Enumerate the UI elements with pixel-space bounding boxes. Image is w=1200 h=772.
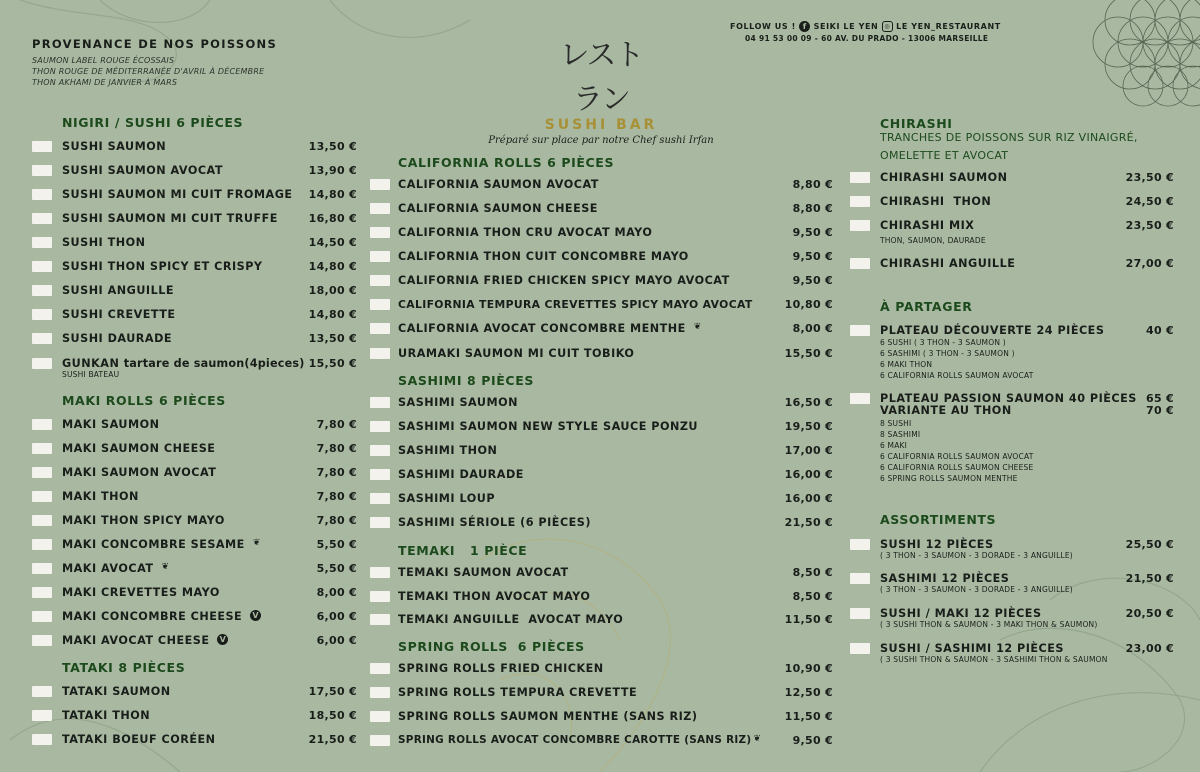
menu-item xyxy=(370,250,833,268)
menu-item xyxy=(370,590,833,608)
checkbox xyxy=(370,179,390,190)
follow-label: FOLLOW US ! xyxy=(730,22,796,31)
item-price: 6,00 € xyxy=(316,634,357,647)
item-price: 21,50 € xyxy=(308,733,357,746)
menu-item xyxy=(32,709,357,727)
leaf-icon: ❦ xyxy=(252,538,261,548)
item-name-text: CALIFORNIA AVOCAT CONCOMBRE MENTHE xyxy=(398,322,686,335)
item-name-text: MAKI CONCOMBRE CHEESE xyxy=(62,610,243,623)
item-name: TEMAKI SAUMON AVOCAT xyxy=(398,566,569,579)
item-name xyxy=(62,357,305,370)
item-name: CHIRASHI THON xyxy=(880,195,992,208)
item-subtext: 6 SASHIMI ( 3 THON - 3 SAUMON ) xyxy=(880,349,1015,358)
section-title-california: CALIFORNIA ROLLS 6 PIÈCES xyxy=(398,155,615,170)
logo-sushi-bar: SUSHI BAR xyxy=(544,117,658,133)
item-price: 17,00 € xyxy=(784,444,833,457)
chirashi-subtitle: OMELETTE ET AVOCAT xyxy=(880,149,1009,162)
item-name: PLATEAU PASSION SAUMON 40 PIÈCES xyxy=(880,392,1137,405)
provenance-line: THON ROUGE DE MÉDITERRANÉE D'AVRIL À DÉCEMBRE xyxy=(32,67,265,76)
checkbox xyxy=(850,325,870,336)
item-price: 16,50 € xyxy=(784,396,833,409)
item-subtext: 8 SASHIMI xyxy=(880,430,921,439)
checkbox xyxy=(32,635,52,646)
checkbox xyxy=(370,711,390,722)
item-price: 16,80 € xyxy=(308,212,357,225)
item-price: 5,50 € xyxy=(316,562,357,575)
item-name: MAKI SAUMON AVOCAT xyxy=(62,466,217,479)
item-subtext: ( 3 SUSHI THON & SAUMON - 3 MAKI THON & SAUMON) xyxy=(880,620,1098,629)
menu-item xyxy=(32,586,357,604)
item-price: 9,50 € xyxy=(792,734,833,747)
item-price: 7,80 € xyxy=(316,442,357,455)
item-price: 11,50 € xyxy=(784,710,833,723)
checkbox xyxy=(850,393,870,404)
item-subtext: 6 MAKI xyxy=(880,441,908,450)
menu-item xyxy=(850,195,1174,213)
item-price: 18,00 € xyxy=(308,284,357,297)
item-price: 14,80 € xyxy=(308,260,357,273)
item-name: SUSHI / SASHIMI 12 PIÈCES xyxy=(880,642,1064,655)
checkbox xyxy=(370,227,390,238)
item-price: 14,50 € xyxy=(308,236,357,249)
checkbox xyxy=(370,203,390,214)
checkbox xyxy=(370,687,390,698)
item-name xyxy=(62,610,261,623)
instagram-name[interactable]: LE YEN_RESTAURANT xyxy=(896,22,1001,31)
item-price: 9,50 € xyxy=(792,250,833,263)
checkbox xyxy=(850,608,870,619)
checkbox xyxy=(370,735,390,746)
menu-item xyxy=(32,164,357,182)
menu-item xyxy=(32,562,357,580)
section-title-tataki: TATAKI 8 PIÈCES xyxy=(62,660,186,675)
menu-item xyxy=(32,610,357,628)
menu-item xyxy=(850,257,1174,275)
section-title-temaki: TEMAKI 1 PIÈCE xyxy=(398,543,528,558)
checkbox xyxy=(32,467,52,478)
item-price: 25,50 € xyxy=(1125,538,1174,551)
item-subtext: ( 3 THON - 3 SAUMON - 3 DORADE - 3 ANGUILLE) xyxy=(880,585,1073,594)
menu-item xyxy=(370,686,833,704)
section-title-sashimi: SASHIMI 8 PIÈCES xyxy=(398,373,534,388)
menu-item xyxy=(32,418,357,436)
item-subtext: 6 CALIFORNIA ROLLS SAUMON AVOCAT xyxy=(880,371,1034,380)
item-name xyxy=(62,634,228,647)
item-name: TEMAKI ANGUILLE AVOCAT MAYO xyxy=(398,613,624,626)
checkbox xyxy=(370,421,390,432)
menu-item xyxy=(370,347,833,365)
menu-item xyxy=(32,188,357,206)
menu-item xyxy=(850,572,1174,598)
checkbox xyxy=(32,491,52,502)
item-price: 23,50 € xyxy=(1125,219,1174,232)
item-price: 19,50 € xyxy=(784,420,833,433)
item-name: SASHIMI THON xyxy=(398,444,498,457)
chirashi-subtitle: TRANCHES DE POISSONS SUR RIZ VINAIGRÉ, xyxy=(880,131,1138,144)
checkbox xyxy=(850,220,870,231)
item-price: 8,80 € xyxy=(792,202,833,215)
menu-item xyxy=(32,634,357,652)
checkbox xyxy=(370,299,390,310)
item-price: 27,00 € xyxy=(1125,257,1174,270)
item-name: CALIFORNIA TEMPURA CREVETTES SPICY MAYO AVOCAT xyxy=(398,298,753,311)
item-price: 7,80 € xyxy=(316,466,357,479)
item-name xyxy=(62,538,261,551)
instagram-icon[interactable]: ◎ xyxy=(882,21,893,32)
checkbox xyxy=(370,251,390,262)
item-name: SPRING ROLLS FRIED CHICKEN xyxy=(398,662,604,675)
menu-item xyxy=(32,284,357,302)
section-title-maki: MAKI ROLLS 6 PIÈCES xyxy=(62,393,226,408)
item-name: CHIRASHI MIX xyxy=(880,219,975,232)
checkbox xyxy=(850,258,870,269)
item-price: 7,80 € xyxy=(316,490,357,503)
item-name-text: MAKI AVOCAT xyxy=(62,562,154,575)
checkbox xyxy=(370,614,390,625)
item-price: 8,50 € xyxy=(792,566,833,579)
checkbox xyxy=(850,643,870,654)
item-price: 65 € xyxy=(1146,392,1174,405)
item-name: SASHIMI SAUMON NEW STYLE SAUCE PONZU xyxy=(398,420,699,433)
menu-item xyxy=(370,396,833,414)
item-price: 14,80 € xyxy=(308,188,357,201)
checkbox xyxy=(32,419,52,430)
menu-item xyxy=(32,212,357,230)
item-price: 9,50 € xyxy=(792,226,833,239)
item-price: 13,50 € xyxy=(308,332,357,345)
checkbox xyxy=(370,323,390,334)
checkbox xyxy=(32,358,52,369)
checkbox xyxy=(370,591,390,602)
checkbox xyxy=(32,237,52,248)
menu-item xyxy=(370,468,833,486)
item-price: 5,50 € xyxy=(316,538,357,551)
item-name: SUSHI / MAKI 12 PIÈCES xyxy=(880,607,1042,620)
item-name: MAKI THON xyxy=(62,490,139,503)
checkbox xyxy=(32,443,52,454)
menu-item xyxy=(850,607,1174,633)
checkbox xyxy=(32,261,52,272)
address: 04 91 53 00 09 - 60 AV. DU PRADO - 13006 MARSEILLE xyxy=(745,34,989,43)
item-name: SUSHI SAUMON MI CUIT FROMAGE xyxy=(62,188,293,201)
leaf-icon: ❦ xyxy=(753,734,762,744)
chef-tagline: Préparé sur place par notre Chef sushi Irfan xyxy=(488,135,714,146)
menu-item xyxy=(370,444,833,462)
menu-item xyxy=(32,685,357,703)
item-name xyxy=(398,734,761,746)
checkbox xyxy=(32,285,52,296)
section-title-nigiri: NIGIRI / SUSHI 6 PIÈCES xyxy=(62,115,244,130)
menu-item xyxy=(32,357,357,381)
checkbox xyxy=(370,567,390,578)
item-name: URAMAKI SAUMON MI CUIT TOBIKO xyxy=(398,347,635,360)
menu-item xyxy=(370,298,833,316)
checkbox xyxy=(32,213,52,224)
leaf-icon: ❦ xyxy=(693,322,702,332)
menu-item xyxy=(32,260,357,278)
item-price: 7,80 € xyxy=(316,514,357,527)
item-name: MAKI SAUMON xyxy=(62,418,160,431)
item-price: 21,50 € xyxy=(1125,572,1174,585)
checkbox xyxy=(32,165,52,176)
item-name: SUSHI 12 PIÈCES xyxy=(880,538,994,551)
item-name xyxy=(398,322,702,335)
checkbox xyxy=(370,348,390,359)
menu-item xyxy=(370,322,833,340)
checkbox xyxy=(32,141,52,152)
item-name: SUSHI DAURADE xyxy=(62,332,173,345)
vegetarian-icon: V xyxy=(217,634,228,645)
checkbox xyxy=(32,515,52,526)
item-price: 13,90 € xyxy=(308,164,357,177)
item-price: 9,50 € xyxy=(792,274,833,287)
item-price: 17,50 € xyxy=(308,685,357,698)
item-price: 15,50 € xyxy=(784,347,833,360)
item-price: 23,00 € xyxy=(1125,642,1174,655)
section-title-a-partager: À PARTAGER xyxy=(880,299,973,314)
item-name: CALIFORNIA SAUMON CHEESE xyxy=(398,202,598,215)
item-price: 14,80 € xyxy=(308,308,357,321)
item-subtext: 6 SUSHI ( 3 THON - 3 SAUMON ) xyxy=(880,338,1006,347)
item-name-text: MAKI CONCOMBRE SESAME xyxy=(62,538,245,551)
facebook-name[interactable]: SEIKI LE YEN xyxy=(813,22,879,31)
item-name: SPRING ROLLS TEMPURA CREVETTE xyxy=(398,686,638,699)
item-name: MAKI CREVETTES MAYO xyxy=(62,586,220,599)
item-subtext: 8 SUSHI xyxy=(880,419,912,428)
facebook-icon[interactable]: f xyxy=(799,21,810,32)
checkbox xyxy=(32,539,52,550)
variant-price: 70 € xyxy=(1146,404,1174,417)
item-subtext: ( 3 THON - 3 SAUMON - 3 DORADE - 3 ANGUILLE) xyxy=(880,551,1073,560)
menu-item xyxy=(370,734,833,752)
item-name: TATAKI THON xyxy=(62,709,151,722)
menu-item xyxy=(32,308,357,326)
menu-item xyxy=(32,490,357,508)
logo-japanese: レストラン xyxy=(559,38,643,117)
menu-item xyxy=(370,662,833,680)
menu-item xyxy=(370,226,833,244)
checkbox xyxy=(850,172,870,183)
menu-item xyxy=(850,324,1174,382)
item-name: SASHIMI 12 PIÈCES xyxy=(880,572,1010,585)
checkbox xyxy=(32,734,52,745)
item-name: TATAKI SAUMON xyxy=(62,685,171,698)
menu-item xyxy=(32,236,357,254)
item-price: 8,80 € xyxy=(792,178,833,191)
item-name: SUSHI SAUMON MI CUIT TRUFFE xyxy=(62,212,278,225)
social-links xyxy=(730,21,1001,32)
item-price: 16,00 € xyxy=(784,492,833,505)
checkbox xyxy=(32,710,52,721)
menu-item xyxy=(32,733,357,751)
section-title-chirashi: CHIRASHI xyxy=(880,116,953,131)
item-subtext: ( 3 SUSHI THON & SAUMON - 3 SASHIMI THON & SAUMON xyxy=(880,655,1108,664)
checkbox xyxy=(32,587,52,598)
menu-item xyxy=(850,392,1174,484)
checkbox xyxy=(370,469,390,480)
item-name: SPRING ROLLS SAUMON MENTHE (SANS RIZ) xyxy=(398,710,698,723)
checkbox xyxy=(32,563,52,574)
item-name xyxy=(62,562,170,575)
item-name: SUSHI THON SPICY ET CRISPY xyxy=(62,260,263,273)
checkbox xyxy=(370,663,390,674)
item-price: 7,80 € xyxy=(316,418,357,431)
menu-item xyxy=(32,466,357,484)
item-price: 13,50 € xyxy=(308,140,357,153)
checkbox xyxy=(32,333,52,344)
menu-item xyxy=(370,420,833,438)
item-name: MAKI THON SPICY MAYO xyxy=(62,514,225,527)
item-name: CHIRASHI SAUMON xyxy=(880,171,1008,184)
item-subtext: 6 CALIFORNIA ROLLS SAUMON CHEESE xyxy=(880,463,1034,472)
menu-item xyxy=(370,178,833,196)
checkbox xyxy=(370,397,390,408)
item-name: SUSHI ANGUILLE xyxy=(62,284,174,297)
provenance-line: SAUMON LABEL ROUGE ÉCOSSAIS xyxy=(32,56,175,65)
menu-item xyxy=(32,514,357,532)
item-name: CHIRASHI ANGUILLE xyxy=(880,257,1016,270)
item-price: 8,50 € xyxy=(792,590,833,603)
provenance-line: THON AKHAMI DE JANVIER À MARS xyxy=(32,78,178,87)
checkbox xyxy=(32,309,52,320)
leaf-icon: ❦ xyxy=(161,562,170,572)
checkbox xyxy=(370,445,390,456)
item-name: SUSHI SAUMON xyxy=(62,140,167,153)
menu-item xyxy=(850,171,1174,189)
variant-name: VARIANTE AU THON xyxy=(880,404,1012,417)
item-name: CALIFORNIA THON CUIT CONCOMBRE MAYO xyxy=(398,250,689,263)
section-title-assortiments: ASSORTIMENTS xyxy=(880,512,997,527)
item-name-text: SPRING ROLLS AVOCAT CONCOMBRE CAROTTE (SANS RIZ) xyxy=(398,734,752,746)
menu-item xyxy=(850,642,1174,668)
item-price: 8,00 € xyxy=(792,322,833,335)
item-price: 11,50 € xyxy=(784,613,833,626)
item-price: 15,50 € xyxy=(308,357,357,370)
item-name: CALIFORNIA SAUMON AVOCAT xyxy=(398,178,599,191)
item-price: 40 € xyxy=(1146,324,1174,337)
item-price: 18,50 € xyxy=(308,709,357,722)
menu-item xyxy=(32,442,357,460)
item-name-text: MAKI AVOCAT CHEESE xyxy=(62,634,210,647)
checkbox xyxy=(32,611,52,622)
item-price: 6,00 € xyxy=(316,610,357,623)
item-price: 10,80 € xyxy=(784,298,833,311)
item-price: 8,00 € xyxy=(316,586,357,599)
item-price: 16,00 € xyxy=(784,468,833,481)
item-subtext: SUSHI BATEAU xyxy=(62,370,120,379)
menu-item xyxy=(32,332,357,350)
item-price: 21,50 € xyxy=(784,516,833,529)
menu-item xyxy=(850,219,1174,247)
checkbox xyxy=(370,275,390,286)
item-name: SASHIMI SAUMON xyxy=(398,396,518,409)
menu-item xyxy=(370,516,833,534)
item-name: CALIFORNIA FRIED CHICKEN SPICY MAYO AVOCAT xyxy=(398,274,730,287)
item-price: 10,90 € xyxy=(784,662,833,675)
menu-item xyxy=(850,538,1174,564)
item-name: CALIFORNIA THON CRU AVOCAT MAYO xyxy=(398,226,653,239)
item-name: SUSHI THON xyxy=(62,236,146,249)
item-name: SUSHI SAUMON AVOCAT xyxy=(62,164,223,177)
menu-item xyxy=(370,492,833,510)
section-title-spring-rolls: SPRING ROLLS 6 PIÈCES xyxy=(398,639,585,654)
menu-item xyxy=(370,566,833,584)
menu-item xyxy=(370,202,833,220)
item-name: MAKI SAUMON CHEESE xyxy=(62,442,216,455)
gunkan-name: GUNKAN xyxy=(62,357,120,370)
item-subtext: 6 CALIFORNIA ROLLS SAUMON AVOCAT xyxy=(880,452,1034,461)
checkbox xyxy=(32,686,52,697)
menu-item xyxy=(370,613,833,631)
menu-item xyxy=(370,710,833,728)
item-name: TEMAKI THON AVOCAT MAYO xyxy=(398,590,591,603)
checkbox xyxy=(850,196,870,207)
checkbox xyxy=(32,189,52,200)
provenance-title: PROVENANCE DE NOS POISSONS xyxy=(32,37,278,51)
item-name: PLATEAU DÉCOUVERTE 24 PIÈCES xyxy=(880,324,1105,337)
checkbox xyxy=(850,573,870,584)
item-name: SASHIMI LOUP xyxy=(398,492,496,505)
menu-item xyxy=(32,538,357,556)
item-name: SUSHI CREVETTE xyxy=(62,308,176,321)
item-price: 12,50 € xyxy=(784,686,833,699)
item-subtext: THON, SAUMON, DAURADE xyxy=(880,236,986,245)
menu-item xyxy=(370,274,833,292)
item-price: 23,50 € xyxy=(1125,171,1174,184)
item-price: 20,50 € xyxy=(1125,607,1174,620)
item-name: TATAKI BOEUF CORÉEN xyxy=(62,733,216,746)
item-price: 24,50 € xyxy=(1125,195,1174,208)
item-subtext: 6 SPRING ROLLS SAUMON MENTHE xyxy=(880,474,1018,483)
item-name: SASHIMI SÉRIOLE (6 PIÈCES) xyxy=(398,516,591,529)
item-subtext: 6 MAKI THON xyxy=(880,360,933,369)
menu-item xyxy=(32,140,357,158)
checkbox xyxy=(370,517,390,528)
item-name: SASHIMI DAURADE xyxy=(398,468,524,481)
gunkan-detail: tartare de saumon(4pieces) xyxy=(123,357,305,370)
checkbox xyxy=(850,539,870,550)
checkbox xyxy=(370,493,390,504)
vegetarian-icon: V xyxy=(250,610,261,621)
